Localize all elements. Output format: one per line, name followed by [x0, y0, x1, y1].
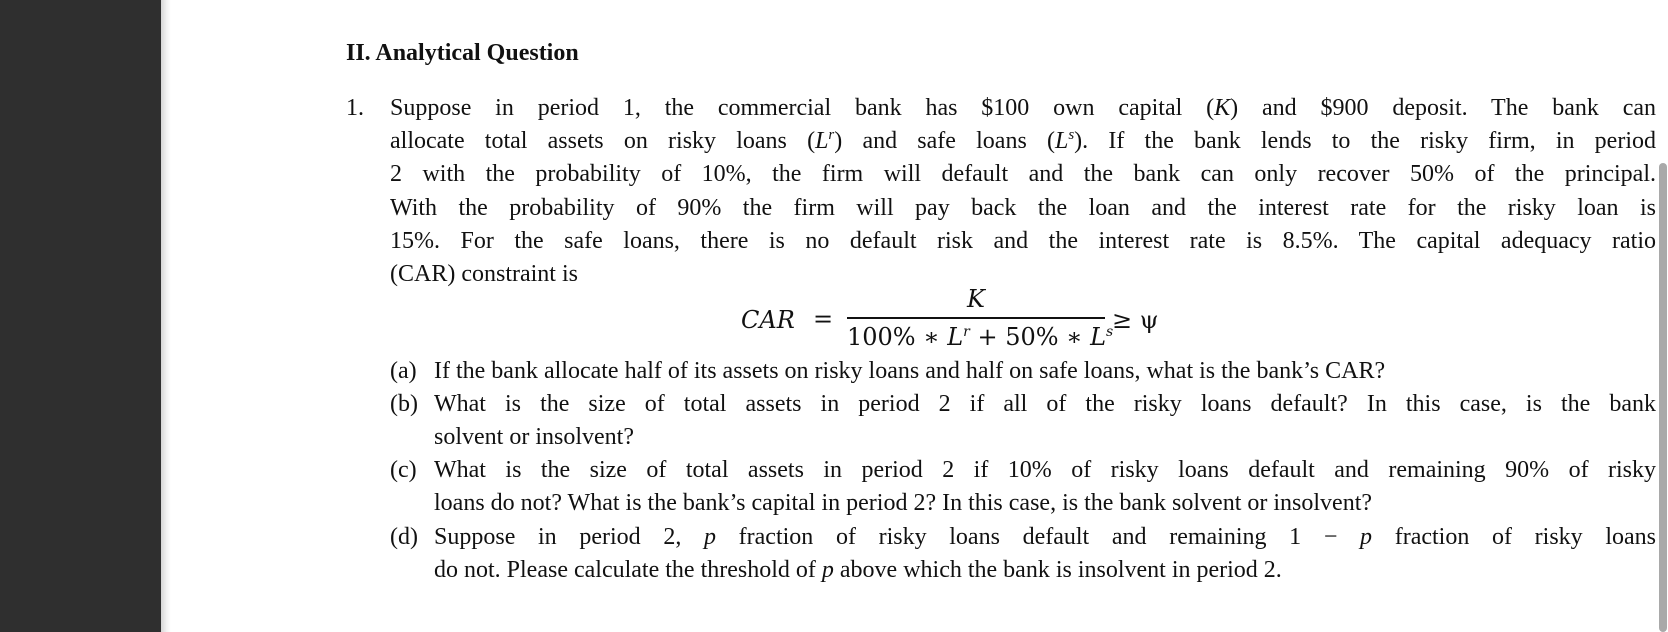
formula-numerator: K [967, 285, 985, 313]
vertical-scrollbar[interactable] [1657, 0, 1668, 632]
formula-denominator: 100% ∗ $L^r + 50\%$ ∗ $L^s$ [847, 322, 1114, 351]
viewer-left-gutter [0, 0, 161, 632]
question-line: 2 with the probability of 10%, the firm will default and the bank can only recover 50% of the principal. [390, 161, 1656, 188]
sub-question-text: What is the size of total assets in period 2 if all of the risky loans default? In this case, is the bank solvent or insolvent? [434, 391, 1656, 450]
sub-question-label: (a) [390, 358, 417, 384]
question-line: allocate total assets on risky loans $(L^r)$ and safe loans $(L^s)$. If the bank lends to the risky firm, in period [390, 127, 1656, 155]
page-shadow-edge [161, 0, 171, 632]
sub-question-text: What is the size of total assets in period 2 if 10% of risky loans default and remaining 90% of risky loans do not? What is the bank’s capital in period 2? In this case, is the bank solvent or insolvent? [434, 457, 1656, 516]
question-line: 15%. For the safe loans, there is no default risk and the interest rate is 8.5%. The capital adequacy ratio [390, 227, 1656, 254]
formula-lhs: CAR [741, 306, 795, 334]
sub-question-text: If the bank allocate half of its assets on risky loans and half on safe loans, what is the bank’s CAR? [434, 358, 1386, 384]
sub-question-label: (c) [390, 457, 417, 483]
formula-rhs: ≥ ψ [1112, 306, 1159, 334]
sub-question-text: Suppose in period 2, p fraction of risky loans default and remaining 1 − p fraction of risky loans do not. Please calculate the threshold of p above which the bank is insolvent in period 2. [434, 524, 1656, 583]
scrollbar-thumb[interactable] [1659, 163, 1667, 632]
fraction-bar [847, 317, 1105, 319]
section-heading: II. Analytical Question [346, 40, 579, 66]
question-number: 1. [346, 95, 364, 121]
question-line: With the probability of 90% the firm will pay back the loan and the interest rate for the risky loan is [390, 194, 1656, 221]
formula-fraction [847, 284, 1114, 351]
question-line: (CAR) constraint is [390, 261, 578, 288]
sub-question-label: (d) [390, 524, 418, 550]
document-page [171, 0, 1657, 632]
question-text [390, 92, 1656, 291]
sub-question-label: (b) [390, 391, 418, 417]
question-line: Suppose in period 1, the commercial bank has $100 own capital (K) and $900 deposit. The bank can [390, 95, 1657, 121]
formula-equals: = [813, 305, 834, 333]
